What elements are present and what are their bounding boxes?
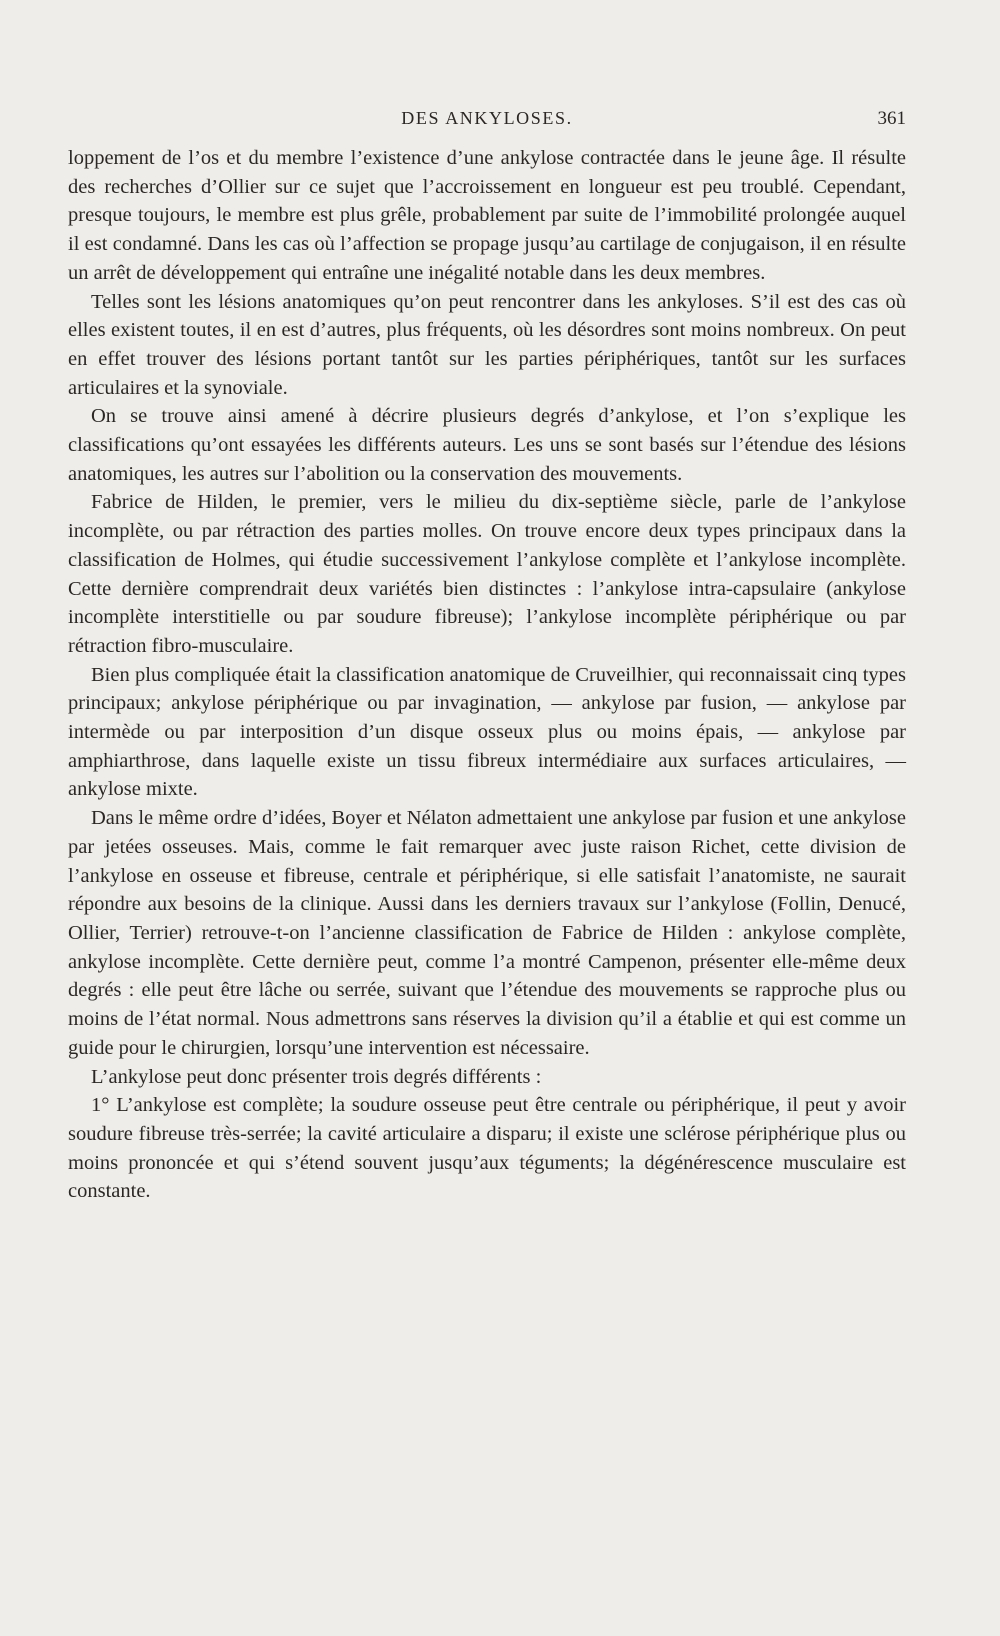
body-text [68,144,906,1206]
page-number: 361 [877,108,906,129]
paragraph-complete-ankylosis: 1° L’ankylose est complète; la soudure osseuse peut être centrale ou périphérique, il peut y avoir soudure fibreuse très-serrée; la cavité articulaire a disparu; il existe une sclérose périphérique plus ou moins prononcée et qui s’étend souvent jusqu’aux téguments; la dégénérescence musculaire est constante. [68,1094,906,1203]
paragraph-degrees: On se trouve ainsi amené à décrire plusieurs degrés d’ankylose, et l’on s’explique les classifications qu’ont essayées les différents auteurs. Les uns se sont basés sur l’étendue des lésions anatomiques, les autres sur l’abolition ou la conservation des mouvements. [68,405,906,485]
paragraph-continuation: loppement de l’os et du membre l’existence d’une ankylose contractée dans le jeune âge. Il résulte des recherches d’Ollier sur ce sujet que l’accroissement en longueur est peu troublé. Cependant, presque toujours, le membre est plus grêle, probablement par suite de l’immobilité prolongée auquel il est condamné. Dans les cas où l’affection se propage jusqu’au cartilage de conjugaison, il en résulte un arrêt de développement qui entraîne une inégalité notable dans les deux membres. [68,147,906,284]
paragraph-lesions: Telles sont les lésions anatomiques qu’on peut rencontrer dans les ankyloses. S’il est des cas où elles existent toutes, il en est d’autres, plus fréquents, où les désordres sont moins nombreux. On peut en effet trouver des lésions portant tantôt sur les parties périphériques, tantôt sur les surfaces articulaires et la synoviale. [68,290,906,399]
paragraph-boyer-nelaton: Dans le même ordre d’idées, Boyer et Nélaton admettaient une ankylose par fusion et une ankylose par jetées osseuses. Mais, comme le fait remarquer avec juste raison Richet, cette division de l’ankylose en osseuse et fibreuse, centrale et périphérique, si elle satisfait l’anatomiste, ne saurait répondre aux besoins de la clinique. Aussi dans les derniers travaux sur l’ankylose (Follin, Denucé, Ollier, Terrier) retrouve-t-on l’ancienne classification de Fabrice de Hilden : ankylose complète, ankylose incomplète. Cette dernière peut, comme l’a montré Campenon, présenter elle-même deux degrés : elle peut être lâche ou serrée, suivant que l’étendue des mouvements se rapproche plus ou moins de l’état normal. Nous admettrons sans réserves la division qu’il a établie et qui est comme un guide pour le chirurgien, lorsqu’une intervention est nécessaire. [68,807,906,1059]
paragraph-cruveilhier: Bien plus compliquée était la classification anatomique de Cruveilhier, qui reconnaissait cinq types principaux; ankylose périphérique ou par invagination, — ankylose par fusion, — ankylose par intermède ou par interposition d’un disque osseux plus ou moins épais, — ankylose par amphiarthrose, dans laquelle existe un tissu fibreux intermédiaire aux surfaces articulaires, — ankylose mixte. [68,663,906,801]
running-title: DES ANKYLOSES. [401,108,573,128]
paragraph-three-degrees: L’ankylose peut donc présenter trois degrés différents : [91,1065,542,1088]
running-header [68,108,906,138]
paragraph-fabrice-holmes: Fabrice de Hilden, le premier, vers le milieu du dix-septième siècle, parle de l’ankylose incomplète, ou par rétraction des parties molles. On trouve encore deux types principaux dans la classification de Holmes, qui étudie successivement l’ankylose complète et l’ankylose incomplète. Cette dernière comprendrait deux variétés bien distinctes : l’ankylose intra-capsulaire (ankylose incomplète interstitielle ou par soudure fibreuse); l’ankylose incomplète périphérique ou par rétraction fibro-musculaire. [68,491,906,657]
